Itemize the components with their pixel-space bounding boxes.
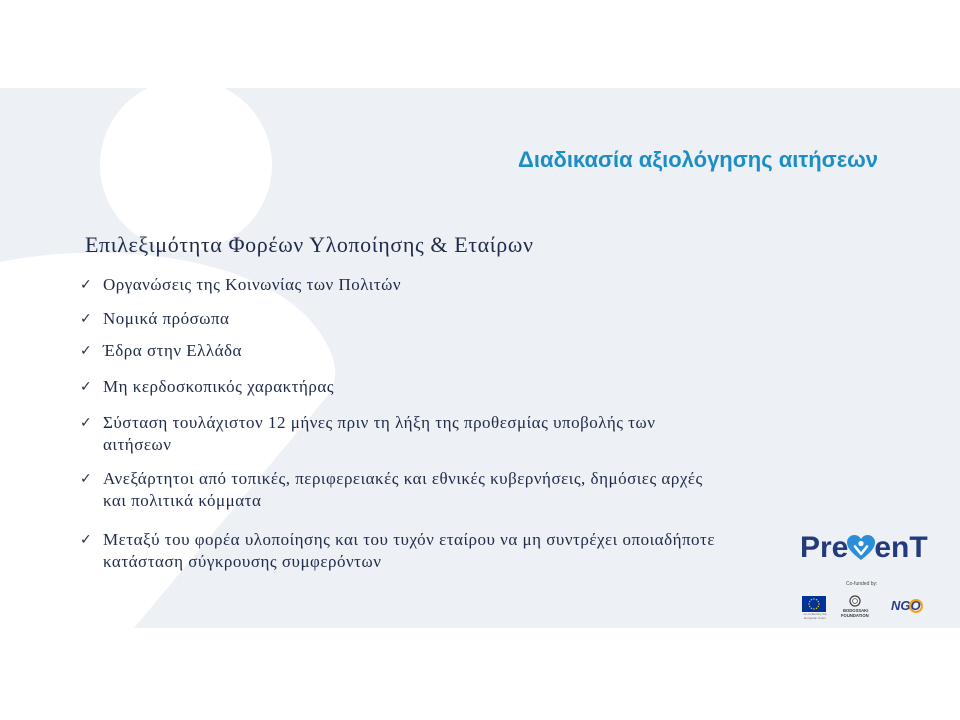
list-item-line: Οργανώσεις της Κοινωνίας των Πολιτών — [103, 275, 402, 294]
list-item-text — [103, 412, 655, 456]
eu-caption: Co-funded by the European Union — [803, 612, 827, 620]
bodossaki-name: BODOSSAKI — [843, 608, 869, 613]
check-icon — [80, 412, 98, 434]
eu-flag-icon — [802, 596, 826, 612]
prevent-logo — [800, 531, 928, 565]
list-item-line: Σύσταση τουλάχιστον 12 μήνες πριν τη λήξη της προθεσμίας υποβολής των — [103, 413, 656, 432]
check-icon — [80, 340, 98, 362]
list-item-line: Ανεξάρτητοι από τοπικές, περιφερειακές και εθνικές κυβερνήσεις, δημόσιες αρχές — [103, 469, 703, 488]
list-item-text — [103, 529, 715, 573]
list-item-line: Μεταξύ του φορέα υλοποίησης και του τυχόν εταίρου να μη συντρέχει οποιαδήποτε — [103, 530, 716, 549]
bodossaki-emblem-icon — [849, 595, 861, 607]
list-item-line: Έδρα στην Ελλάδα — [103, 341, 242, 360]
check-icon — [80, 274, 98, 296]
section-heading: Επιλεξιμότητα Φορέων Υλοποίησης & Εταίρων — [85, 232, 534, 257]
list-item-line: και πολιτικά κόμματα — [103, 491, 262, 510]
list-item-line: Νομικά πρόσωπα — [103, 309, 230, 328]
logo-suffix: enT — [874, 531, 928, 564]
check-icon — [80, 376, 98, 398]
cofunded-label: Co-funded by: — [846, 581, 878, 587]
check-icon — [80, 529, 98, 551]
ngo-logo: NGO — [891, 598, 921, 613]
list-item-line: κατάσταση σύγκρουσης συμφερόντων — [103, 552, 382, 571]
list-item-text — [103, 376, 334, 398]
check-icon — [80, 308, 98, 330]
list-item-text — [103, 308, 229, 330]
background-circle — [100, 88, 272, 251]
list-item-text — [103, 274, 401, 296]
slide-title: Διαδικασία αξιολόγησης αιτήσεων — [518, 147, 878, 172]
list-item-line: Μη κερδοσκοπικός χαρακτήρας — [103, 377, 335, 396]
list-item-text — [103, 340, 242, 362]
logo-prefix: Pre — [800, 531, 849, 564]
list-item-line: αιτήσεων — [103, 435, 172, 454]
heart-person-icon — [847, 535, 875, 561]
list-item-text — [103, 468, 703, 512]
ngo-ring-icon — [908, 598, 924, 614]
check-icon — [80, 468, 98, 490]
bodossaki-foundation: FOUNDATION — [841, 612, 869, 618]
